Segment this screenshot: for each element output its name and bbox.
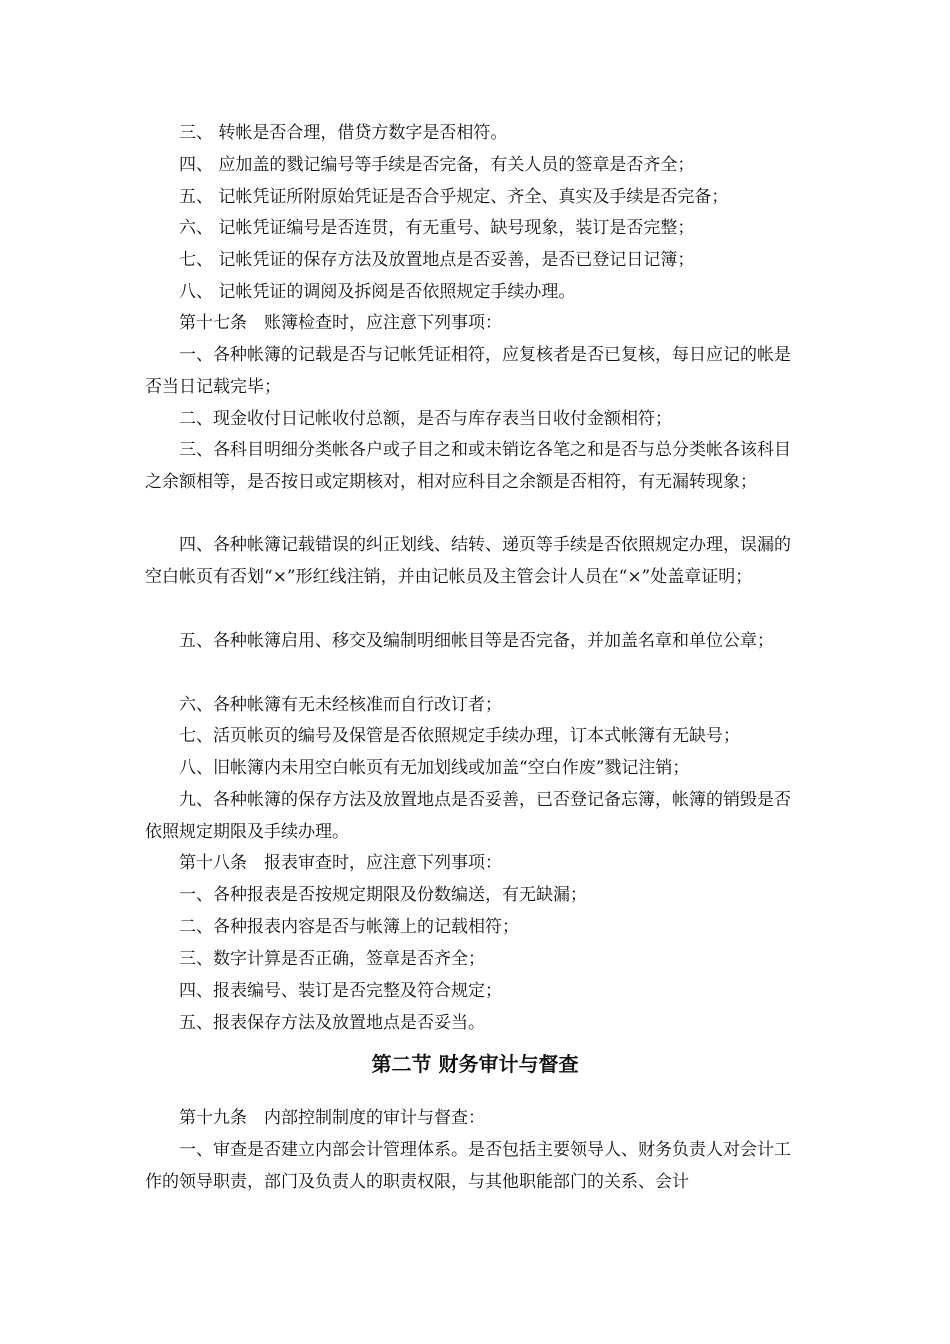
- paragraph: 一、各种帐簿的记载是否与记帐凭证相符，应复核者是否已复核，每日应记的帐是否当日记载完毕；: [145, 345, 791, 397]
- paragraph: 五、报表保存方法及放置地点是否妥当。: [179, 1013, 485, 1033]
- paragraph: 三、数字计算是否正确，签章是否齐全；: [179, 949, 485, 969]
- paragraph: 四、各种帐簿记载错误的纠正划线、结转、递页等手续是否依照规定办理，误漏的空白帐页有否划“×”形红线注销，并由记帐员及主管会计人员在“×”处盖章证明；: [145, 535, 791, 587]
- section-heading: 第二节 财务审计与督查: [371, 1052, 579, 1076]
- paragraph: 三、 转帐是否合理，借贷方数字是否相符。: [179, 123, 508, 143]
- paragraph: 四、 应加盖的戮记编号等手续是否完备，有关人员的签章是否齐全；: [179, 155, 695, 175]
- paragraph: 七、活页帐页的编号及保管是否依照规定手续办理，订本式帐簿有无缺号；: [179, 726, 740, 746]
- paragraph: 二、现金收付日记帐收付总额，是否与库存表当日收付金额相符；: [179, 409, 672, 429]
- paragraph: 六、 记帐凭证编号是否连贯，有无重号、缺号现象，装订是否完整；: [179, 218, 695, 238]
- article-heading: 第十八条 报表审查时，应注意下列事项：: [179, 853, 502, 873]
- paragraph: 三、各科目明细分类帐各户或子目之和或未销讫各笔之和是否与总分类帐各该科目之余额相等，是否按日或定期核对，相对应科目之余额是否相符，有无漏转现象；: [145, 440, 791, 492]
- paragraph: 四、报表编号、装订是否完整及符合规定；: [179, 981, 502, 1001]
- paragraph: 八、旧帐簿内未用空白帐页有无加划线或加盖“空白作废”戮记注销；: [179, 758, 690, 778]
- paragraph: 八、 记帐凭证的调阅及拆阅是否依照规定手续办理。: [179, 282, 576, 302]
- paragraph: 一、审查是否建立内部会计管理体系。是否包括主要领导人、财务负责人对会计工作的领导职责，部门及负责人的职责权限，与其他职能部门的关系、会计: [145, 1140, 791, 1192]
- paragraph: 五、 记帐凭证所附原始凭证是否合乎规定、齐全、真实及手续是否完备；: [179, 187, 729, 207]
- paragraph: 七、 记帐凭证的保存方法及放置地点是否妥善，是否已登记日记簿；: [179, 250, 695, 270]
- paragraph: 二、各种报表内容是否与帐簿上的记载相符；: [179, 917, 519, 937]
- paragraph: 五、各种帐簿启用、移交及编制明细帐目等是否完备，并加盖名章和单位公章；: [179, 631, 774, 651]
- paragraph: 九、各种帐簿的保存方法及放置地点是否妥善，已否登记备忘簿，帐簿的销毁是否依照规定期限及手续办理。: [145, 790, 791, 842]
- paragraph: 六、各种帐簿有无未经核准而自行改订者；: [179, 695, 502, 715]
- article-heading: 第十九条 内部控制制度的审计与督查：: [179, 1108, 485, 1128]
- article-heading: 第十七条 账簿检查时，应注意下列事项：: [179, 313, 502, 333]
- paragraph: 一、各种报表是否按规定期限及份数编送，有无缺漏；: [179, 885, 587, 905]
